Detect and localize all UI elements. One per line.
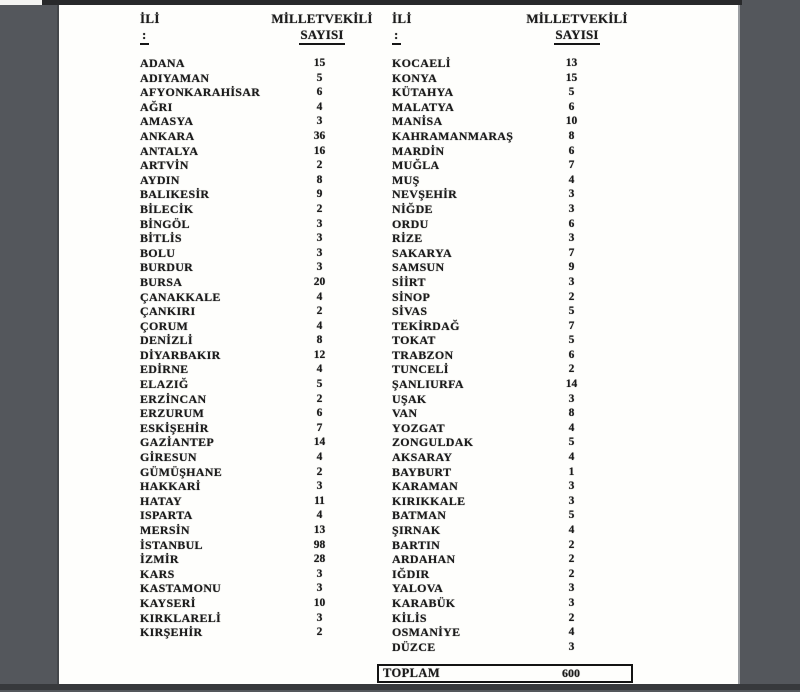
province-name: UŞAK xyxy=(392,391,427,406)
province-name: ERZURUM xyxy=(140,406,205,421)
table-row xyxy=(392,421,622,436)
mp-count: 3 xyxy=(316,217,323,230)
total-value: 600 xyxy=(562,666,580,680)
province-name: BURDUR xyxy=(140,260,194,275)
province-name: HATAY xyxy=(140,493,182,508)
table-row xyxy=(392,85,622,100)
table-row xyxy=(140,246,370,261)
table-row xyxy=(140,348,370,363)
table-row xyxy=(392,611,622,626)
table-row xyxy=(392,304,622,319)
province-name: BALIKESİR xyxy=(140,187,210,202)
mp-count: 3 xyxy=(316,115,323,128)
table-row xyxy=(140,56,370,71)
province-name: KIRKLARELİ xyxy=(140,610,222,625)
mp-count: 3 xyxy=(568,640,575,653)
mp-count: 5 xyxy=(568,86,575,99)
mp-count: 28 xyxy=(313,553,326,566)
header-count-right xyxy=(512,11,642,45)
mp-count: 6 xyxy=(568,217,575,230)
mp-count: 7 xyxy=(568,159,575,172)
table-row xyxy=(392,392,622,407)
table-row xyxy=(140,114,370,129)
table-row xyxy=(392,114,622,129)
province-name: AKSARAY xyxy=(392,450,453,465)
table-row xyxy=(140,319,370,334)
province-name: ADANA xyxy=(140,56,185,70)
province-name: KAHRAMANMARAŞ xyxy=(392,128,514,143)
mp-count: 3 xyxy=(316,567,323,580)
table-row xyxy=(392,465,622,480)
mp-count: 12 xyxy=(313,348,326,361)
province-name: IĞDIR xyxy=(392,566,430,581)
province-table-column-left xyxy=(140,56,370,640)
mp-count: 4 xyxy=(568,626,575,639)
table-row xyxy=(392,275,622,290)
province-name: BİTLİS xyxy=(140,231,182,246)
province-name: MERSİN xyxy=(140,523,190,537)
table-row xyxy=(140,567,370,582)
mp-count: 2 xyxy=(316,305,323,318)
table-row xyxy=(140,144,370,159)
province-name: KIRIKKALE xyxy=(392,493,466,508)
mp-count: 9 xyxy=(568,261,575,274)
table-row xyxy=(140,377,370,392)
table-row xyxy=(392,129,622,144)
province-name: BİLECİK xyxy=(140,201,194,216)
table-row xyxy=(392,625,622,640)
table-row xyxy=(140,100,370,115)
mp-count: 20 xyxy=(313,275,326,288)
table-row xyxy=(140,552,370,567)
province-name: KİLİS xyxy=(392,610,427,625)
table-row xyxy=(140,231,370,246)
mp-count: 3 xyxy=(316,611,323,624)
table-row xyxy=(392,260,622,275)
province-name: BOLU xyxy=(140,245,176,260)
total-label: TOPLAM xyxy=(383,666,441,680)
province-name: MUĞLA xyxy=(392,158,440,173)
table-row xyxy=(392,640,622,655)
table-row xyxy=(392,362,622,377)
mp-count: 8 xyxy=(568,407,575,420)
province-name: SİVAS xyxy=(392,304,428,319)
province-name: GÜMÜŞHANE xyxy=(140,464,223,479)
table-row xyxy=(140,260,370,275)
table-row xyxy=(140,596,370,611)
table-row xyxy=(392,100,622,115)
mp-count: 3 xyxy=(568,582,575,595)
header-province-left xyxy=(140,11,160,45)
province-name: YOZGAT xyxy=(392,420,445,435)
table-row xyxy=(140,187,370,202)
mp-count: 8 xyxy=(568,129,575,142)
mp-count: 5 xyxy=(568,509,575,522)
table-row xyxy=(392,348,622,363)
province-name: KONYA xyxy=(392,70,438,85)
mp-count: 2 xyxy=(568,290,575,303)
table-row xyxy=(140,625,370,640)
table-row xyxy=(392,406,622,421)
province-name: TRABZON xyxy=(392,347,454,362)
mp-count: 14 xyxy=(565,378,578,391)
table-row xyxy=(392,231,622,246)
province-name: NEVŞEHİR xyxy=(392,187,458,202)
province-name: ANTALYA xyxy=(140,143,199,158)
table-row xyxy=(392,508,622,523)
province-name: VAN xyxy=(392,406,418,421)
mp-count: 13 xyxy=(313,524,326,536)
header-count-left-line1: MİLLETVEKİLİ xyxy=(271,11,373,26)
mp-count: 4 xyxy=(316,451,323,464)
page-bottom-edge-bar xyxy=(0,684,800,690)
mp-count: 5 xyxy=(568,334,575,347)
province-name: ORDU xyxy=(392,216,429,231)
province-name: ÇORUM xyxy=(140,318,189,333)
mp-count: 2 xyxy=(316,202,323,215)
province-name: YALOVA xyxy=(392,581,444,596)
province-name: KAYSERİ xyxy=(140,595,196,610)
mp-count: 4 xyxy=(316,290,323,303)
table-row xyxy=(392,377,622,392)
header-count-right-line2: SAYISI xyxy=(554,27,599,45)
mp-count: 2 xyxy=(316,159,323,172)
table-row xyxy=(140,304,370,319)
table-row xyxy=(392,158,622,173)
mp-count: 3 xyxy=(568,494,575,507)
mp-count: 3 xyxy=(316,261,323,274)
table-row xyxy=(392,217,622,232)
table-row xyxy=(140,362,370,377)
province-name: BARTIN xyxy=(392,537,441,552)
province-name: KARAMAN xyxy=(392,479,459,494)
province-name: İSTANBUL xyxy=(140,537,203,552)
province-name: KÜTAHYA xyxy=(392,85,454,100)
province-name: AMASYA xyxy=(140,114,194,129)
province-name: ZONGULDAK xyxy=(392,435,474,450)
province-name: BATMAN xyxy=(392,508,447,523)
province-name: ÇANAKKALE xyxy=(140,289,221,304)
mp-count: 4 xyxy=(568,421,575,434)
mp-count: 2 xyxy=(568,363,575,376)
table-row xyxy=(140,290,370,305)
header-count-left-line2: SAYISI xyxy=(299,27,344,45)
province-name: OSMANİYE xyxy=(392,625,461,640)
province-name: ADIYAMAN xyxy=(140,70,210,85)
province-name: ESKİŞEHİR xyxy=(140,420,209,435)
mp-count: 8 xyxy=(316,173,323,186)
mp-count: 10 xyxy=(313,596,326,609)
mp-count: 7 xyxy=(568,319,575,332)
province-name: SİNOP xyxy=(392,289,431,304)
header-count-left xyxy=(257,11,387,45)
province-name: SAMSUN xyxy=(392,260,445,275)
table-row xyxy=(392,333,622,348)
mp-count: 8 xyxy=(316,334,323,347)
province-name: MANİSA xyxy=(392,114,443,129)
province-name: KOCAELİ xyxy=(392,56,451,70)
table-row xyxy=(392,71,622,86)
province-name: DÜZCE xyxy=(392,639,436,654)
mp-count: 3 xyxy=(568,596,575,609)
province-name: ELAZIĞ xyxy=(140,377,189,392)
province-name: ISPARTA xyxy=(140,508,193,523)
province-name: BAYBURT xyxy=(392,464,452,479)
header-province-right xyxy=(392,11,412,45)
mp-count: 7 xyxy=(316,421,323,434)
province-name: KARABÜK xyxy=(392,595,456,610)
table-row xyxy=(140,85,370,100)
table-row xyxy=(392,538,622,553)
mp-count: 4 xyxy=(316,100,323,113)
table-row xyxy=(392,450,622,465)
mp-count: 5 xyxy=(568,305,575,318)
table-row xyxy=(140,71,370,86)
table-row xyxy=(140,275,370,290)
table-row xyxy=(140,406,370,421)
table-row xyxy=(392,319,622,334)
mp-count: 2 xyxy=(568,538,575,551)
province-name: HAKKARİ xyxy=(140,479,201,494)
table-row xyxy=(140,494,370,509)
table-row xyxy=(392,494,622,509)
province-name: ARTVİN xyxy=(140,158,189,173)
table-row xyxy=(392,187,622,202)
table-row xyxy=(140,523,370,538)
header-province-left-colon: : xyxy=(140,27,149,45)
table-row xyxy=(392,479,622,494)
mp-count: 2 xyxy=(316,465,323,478)
mp-count: 11 xyxy=(314,494,325,507)
province-name: AĞRI xyxy=(140,99,173,114)
mp-count: 3 xyxy=(316,232,323,245)
total-box xyxy=(377,664,633,683)
table-row xyxy=(140,158,370,173)
mp-count: 4 xyxy=(316,319,323,332)
table-row xyxy=(392,246,622,261)
mp-count: 98 xyxy=(313,538,326,551)
mp-count: 5 xyxy=(316,378,323,391)
province-name: DENİZLİ xyxy=(140,333,193,348)
mp-count: 2 xyxy=(316,392,323,405)
table-row xyxy=(392,202,622,217)
mp-count: 2 xyxy=(568,611,575,624)
mp-count: 3 xyxy=(568,392,575,405)
mp-count: 2 xyxy=(568,567,575,580)
province-name: RİZE xyxy=(392,231,423,246)
mp-count: 6 xyxy=(568,100,575,113)
mp-count: 13 xyxy=(565,57,578,69)
table-row xyxy=(140,450,370,465)
mp-count: 4 xyxy=(316,509,323,522)
table-row xyxy=(392,581,622,596)
province-table-column-right xyxy=(392,56,622,654)
province-name: ERZİNCAN xyxy=(140,391,207,406)
header-province-right-label: İLİ xyxy=(392,11,412,26)
mp-count: 4 xyxy=(316,363,323,376)
mp-count: 14 xyxy=(313,436,326,449)
province-name: TOKAT xyxy=(392,333,436,348)
province-name: MALATYA xyxy=(392,99,455,114)
province-name: GİRESUN xyxy=(140,450,197,465)
province-name: MARDİN xyxy=(392,143,445,158)
mp-count: 9 xyxy=(316,188,323,201)
mp-count: 3 xyxy=(568,275,575,288)
mp-count: 4 xyxy=(568,451,575,464)
province-name: TUNCELİ xyxy=(392,362,449,377)
mp-count: 15 xyxy=(313,57,326,69)
mp-count: 3 xyxy=(568,232,575,245)
province-name: KIRŞEHİR xyxy=(140,625,203,640)
header-count-right-line1: MİLLETVEKİLİ xyxy=(526,11,628,26)
table-row xyxy=(392,567,622,582)
table-row xyxy=(392,596,622,611)
province-name: TEKİRDAĞ xyxy=(392,318,460,333)
province-name: EDİRNE xyxy=(140,362,189,377)
table-row xyxy=(392,144,622,159)
mp-count: 5 xyxy=(316,71,323,84)
table-row xyxy=(392,435,622,450)
mp-count: 3 xyxy=(316,582,323,595)
province-name: SİİRT xyxy=(392,274,426,289)
mp-count: 6 xyxy=(316,86,323,99)
province-name: DİYARBAKIR xyxy=(140,347,221,362)
province-name: SAKARYA xyxy=(392,245,452,260)
province-name: BİNGÖL xyxy=(140,216,190,231)
province-name: AFYONKARAHİSAR xyxy=(140,85,261,100)
province-name: KARS xyxy=(140,566,175,581)
mp-count: 2 xyxy=(316,626,323,639)
table-row xyxy=(140,217,370,232)
table-row xyxy=(140,421,370,436)
mp-count: 4 xyxy=(568,524,575,536)
table-row xyxy=(140,508,370,523)
province-name: ŞIRNAK xyxy=(392,523,441,537)
province-name: KASTAMONU xyxy=(140,581,222,596)
document-page xyxy=(57,5,740,684)
table-row xyxy=(392,552,622,567)
mp-count: 4 xyxy=(568,173,575,186)
header-province-right-colon: : xyxy=(392,27,401,45)
mp-count: 5 xyxy=(568,436,575,449)
table-row xyxy=(392,523,622,538)
table-row xyxy=(392,56,622,71)
table-row xyxy=(140,581,370,596)
mp-count: 6 xyxy=(568,348,575,361)
mp-count: 16 xyxy=(313,144,326,157)
province-name: GAZİANTEP xyxy=(140,435,215,450)
province-name: ŞANLIURFA xyxy=(392,377,464,392)
province-name: ÇANKIRI xyxy=(140,304,196,319)
province-name: ARDAHAN xyxy=(392,552,456,567)
mp-count: 6 xyxy=(568,144,575,157)
table-row xyxy=(140,333,370,348)
header-province-left-label: İLİ xyxy=(140,11,160,26)
table-row xyxy=(140,538,370,553)
mp-count: 6 xyxy=(316,407,323,420)
province-name: NİĞDE xyxy=(392,201,433,216)
mp-count: 2 xyxy=(568,553,575,566)
table-row xyxy=(140,465,370,480)
mp-count: 7 xyxy=(568,246,575,259)
table-row xyxy=(140,479,370,494)
mp-count: 10 xyxy=(565,115,578,128)
province-name: MUŞ xyxy=(392,172,420,187)
table-row xyxy=(140,435,370,450)
mp-count: 3 xyxy=(316,480,323,493)
mp-count: 3 xyxy=(568,188,575,201)
table-row xyxy=(392,290,622,305)
table-row xyxy=(140,202,370,217)
table-row xyxy=(140,173,370,188)
table-row xyxy=(392,173,622,188)
table-row xyxy=(140,611,370,626)
mp-count: 3 xyxy=(316,246,323,259)
top-left-white-patch xyxy=(0,0,42,5)
mp-count: 36 xyxy=(313,129,326,142)
table-row xyxy=(140,392,370,407)
mp-count: 3 xyxy=(568,202,575,215)
table-row xyxy=(140,129,370,144)
mp-count: 3 xyxy=(568,480,575,493)
province-name: ANKARA xyxy=(140,128,195,143)
province-name: AYDIN xyxy=(140,172,180,187)
mp-count: 1 xyxy=(568,465,575,478)
province-name: İZMİR xyxy=(140,552,179,567)
mp-count: 15 xyxy=(565,71,578,84)
province-name: BURSA xyxy=(140,274,183,289)
